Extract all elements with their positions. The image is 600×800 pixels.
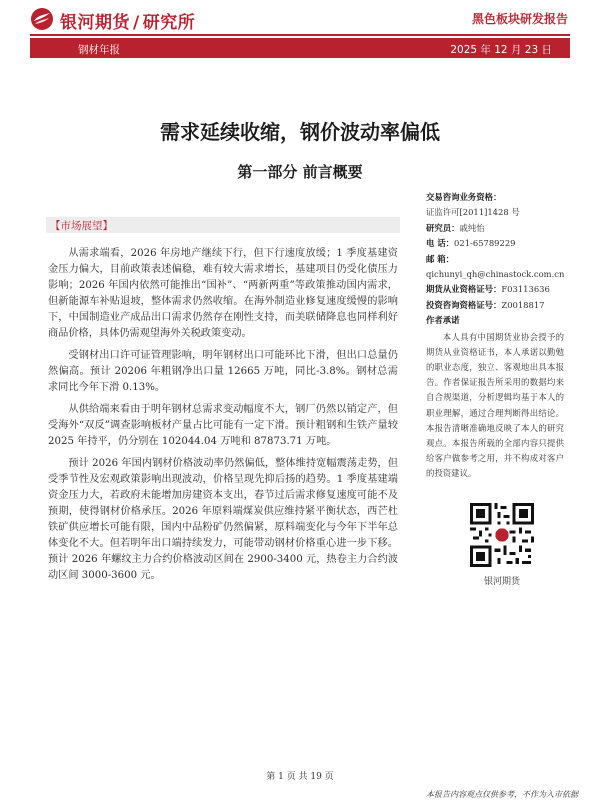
consult-cert-row: [426, 298, 564, 313]
consult-cert-label: 投资咨询资格证号：: [426, 299, 502, 310]
futures-cert-row: [426, 282, 564, 297]
phone-row: [426, 236, 564, 251]
paragraph-price-outlook: 预计 2026 年国内钢材价格波动率仍然偏低，整体维持宽幅震荡走势，但受季节性及宏观政策影响出现波动，价格呈现先抑后扬的趋势。1 季度基建端资金压力大，若政府未能增加房建资本支出，春节过后需求修复速度可能不及预期，使得钢材价格承压。2026 年原料端煤炭供应维持紧平衡状态，西芒杜铁矿供应增长可能有限，国内中品粉矿仍然偏紧，原料端变化与今年下半年总体变化不大。但若明年出口端持续发力，可能带动钢材价格重心进一步下移。预计 2026 年螺纹主力合约价格波动区间在 2900-3400 元，热卷主力合约波动区间 3000-3600 元。: [48, 458, 398, 581]
market-outlook-tag: [46, 217, 400, 233]
section-title: 第一部分 前言概要: [237, 163, 363, 181]
company-logo-icon: [30, 7, 54, 31]
qr-caption: 银河期货: [483, 577, 520, 587]
paragraph-supply: 从供给端来看由于明年钢材总需求变动幅度不大，钢厂仍然以销定产，但受海外“双反”调查影响板材产量占比可能有一定下滑。预计粗钢和生铁产量较 2025 年持平，仍分别在 102044.04 万吨和 87873.71 万吨。: [48, 404, 398, 447]
paragraph-export: 受钢材出口许可证管理影响，明年钢材出口可能环比下滑，但出口总量仍然偏高。预计 20206 年粗钢净出口量 12665 万吨，同比-3.8%。钢材总需求同比今年下滑 0.13%。: [48, 350, 398, 393]
page-number: 第 1 页 共 19 页: [266, 772, 334, 782]
email-label: 邮 箱：: [426, 253, 455, 264]
brand-name: [60, 8, 195, 33]
report-info-bar: [30, 38, 570, 58]
market-outlook-label: 【市场展望】: [50, 220, 113, 232]
futures-cert-label: 期货从业资格证号：: [426, 284, 502, 295]
paragraph-demand: 从需求端看，2026 年房地产继续下行，但下行速度放缓；1 季度基建资金压力偏大，目前政策表述偏稳，难有较大需求增长，基建项目仍受化债压力影响；2026 年国内依然可能推出“国补”、“两新两重”等政策推动国内需求，但新能源车补贴退坡，整体需求仍然收缩。在海外制造业修复速度缓慢的影响下，中国制造业产成品出口需求仍然存在刚性支持，而美联储降息也同样利好商品价格，具体仍需观望海外关税政策变动。: [48, 248, 398, 339]
report-type: 黑色板块研发报告: [471, 12, 568, 26]
page-title: 需求延续收缩，钢价波动率偏低: [160, 120, 440, 144]
brand-separator: /: [133, 13, 140, 33]
futures-cert-number: F03113636: [501, 284, 550, 295]
author-sidebar: [426, 190, 564, 482]
phone-number: 021-65789229: [454, 238, 516, 249]
researcher-name: 戚纯怡: [459, 222, 485, 233]
phone-label: 电 话：: [426, 238, 455, 249]
body-text: [48, 246, 398, 590]
report-date: 2025 年 12 月 23 日: [450, 44, 552, 56]
consult-license: 证监许可[2011]1428 号: [426, 207, 520, 218]
disclaimer: 本报告内容观点仅供参考，不作为入市依据: [426, 790, 578, 799]
researcher-label: 研究员：: [426, 222, 460, 233]
author-note-label: 作者承诺: [426, 315, 460, 326]
researcher-row: [426, 221, 564, 236]
qr-code-icon: [470, 503, 534, 567]
brand-department: 研究所: [142, 13, 196, 33]
report-category: 钢材年报: [78, 44, 120, 56]
email-address[interactable]: qichunyi_qh@chinastock.com.cn: [426, 269, 565, 280]
author-note: 本人具有中国期货业协会授予的期货从业资格证书，本人承诺以勤勉的职业态度，独立、客观地出具本报告。作者保证报告所采用的数据均来自合规渠道，分析逻辑均基于本人的职业理解，通过合理判断得出结论。本报告清晰准确地反映了本人的研究观点。本报告所载的全部内容只提供给客户做参考之用，并不构成对客户的投资建议。: [426, 331, 564, 479]
consult-cert-number: Z0018817: [501, 299, 545, 310]
header-rule: [30, 34, 570, 36]
consult-license-label: 交易咨询业务资格：: [426, 192, 502, 202]
brand-company: 银河期货: [60, 13, 130, 33]
